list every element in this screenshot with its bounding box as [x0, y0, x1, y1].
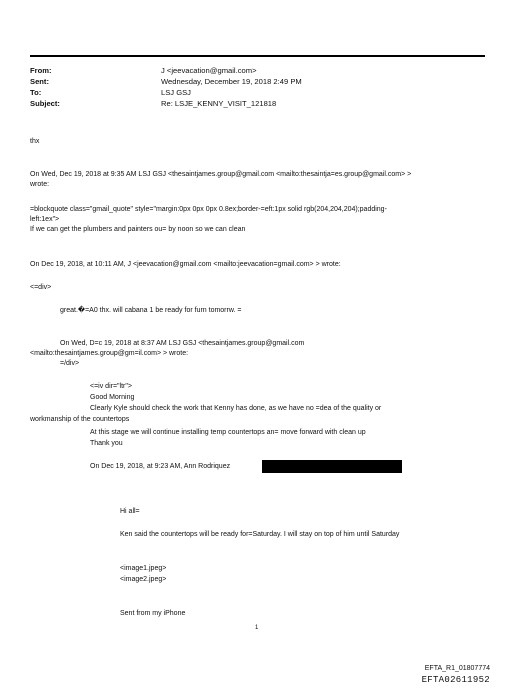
sent-value: Wednesday, December 19, 2018 2:49 PM: [161, 77, 302, 86]
quote-intro-4: On Dec 19, 2018, at 9:23 AM, Ann Rodriquez: [90, 463, 231, 470]
to-label: To:: [30, 88, 42, 97]
body-line-morning: Good Morning: [90, 394, 135, 401]
quote-intro-3: On Wed, D=c 19, 2018 at 8:37 AM LSJ GSJ <thesaintjames.group@gmail.com: [60, 340, 305, 347]
from-label: From:: [30, 66, 52, 75]
body-line-workmanship: workmanship of the countertops: [30, 416, 130, 423]
quote-intro-2: On Dec 19, 2018, at 10:11 AM, J <jeevacation@gmail.com <mailto:jeevacation=gmail.com> > wrote:: [30, 261, 341, 268]
blockquote-markup-1: =blockquote class="gmail_quote" style="margin:0px 0px 0px 0.8ex;border-=eft:1px solid rgb(204,204,204);padding-: [30, 206, 387, 213]
header-rule: [30, 55, 485, 57]
body-line-div: <=div>: [30, 284, 52, 291]
body-line-plumbers: If we can get the plumbers and painters ou= by noon so we can clean: [30, 226, 246, 233]
blockquote-markup-2: left:1ex">: [30, 216, 60, 223]
body-line-clearly: Clearly Kyle should check the work that Kenny has done, as we have no =dea of the quality or: [90, 405, 382, 412]
bates-number-1: EFTA_R1_01807774: [424, 665, 490, 672]
body-line-ken: Ken said the countertops will be ready for=Saturday. I will stay on top of him until Saturday: [120, 531, 400, 538]
subject-value: Re: LSJE_KENNY_VISIT_121818: [161, 99, 277, 108]
body-line-sent: Sent from my iPhone: [120, 610, 186, 617]
attachment-image2: <image2.jpeg>: [120, 576, 167, 583]
to-value: LSJ GSJ: [161, 88, 191, 97]
body-line-ivdir: <=iv dir="ltr">: [90, 383, 132, 390]
subject-label: Subject:: [30, 99, 60, 108]
body-line-great: great.�=A0 thx. will cabana 1 be ready for furn tomorrw. =: [60, 307, 242, 314]
quote-intro-1: On Wed, Dec 19, 2018 at 9:35 AM LSJ GSJ <thesaintjames.group@gmail.com <mailto:thesaintja=es.group@gmail.com> >: [30, 171, 412, 178]
body-line-enddiv: =/div>: [60, 360, 80, 367]
sent-label: Sent:: [30, 77, 49, 86]
page-number: 1: [255, 625, 259, 631]
bates-number-2: EFTA02611952: [421, 675, 490, 685]
attachment-image1: <image1.jpeg>: [120, 565, 167, 572]
from-value: J <jeevacation@gmail.com>: [161, 66, 257, 75]
body-line-stage: At this stage we will continue installing temp countertops an= move forward with clean up: [90, 429, 366, 436]
quote-intro-3-mailto: <mailto:thesaintjames.group@gm=il.com> > wrote:: [30, 350, 189, 357]
body-line-thx: thx: [30, 138, 40, 145]
body-line-thanks: Thank you: [90, 440, 123, 447]
body-line-hiall: Hi all=: [120, 508, 140, 515]
email-header: [30, 66, 470, 110]
redaction-box: [262, 460, 402, 473]
quote-intro-1-wrote: wrote:: [30, 181, 50, 188]
